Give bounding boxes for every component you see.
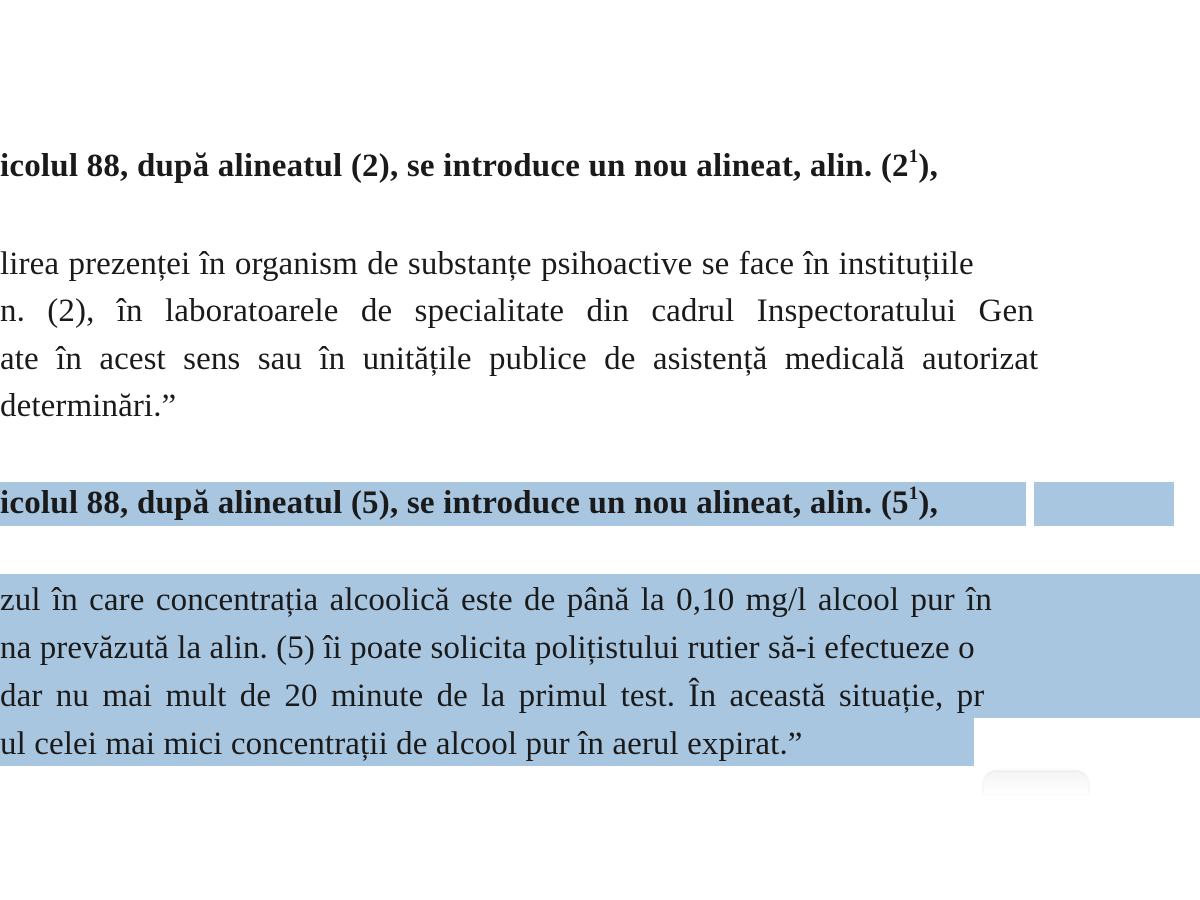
- paragraph-2-line-2: na prevăzută la alin. (5) îi poate solicita polițistului rutier să-i efectueze o: [0, 630, 975, 666]
- paragraph-1-line-1: lirea prezenței în organism de substanțe psihoactive se face în instituțiile: [0, 246, 974, 282]
- heading-1-tail: ),: [918, 148, 939, 184]
- paragraph-2-line-3: dar nu mai mult de 20 minute de la primul test. În această situație, pr: [0, 678, 985, 714]
- article-heading-1: [0, 146, 939, 184]
- paragraph-1-line-2: n. (2), în laboratoarele de specialitate din cadrul Inspectoratului Gen: [0, 293, 1034, 329]
- heading-2-text: icolul 88, după alineatul (5), se introduce un nou alineat, alin. (5: [0, 485, 909, 521]
- heading-2-highlight-tail: [1034, 482, 1174, 526]
- heading-1-text: icolul 88, după alineatul (2), se introduce un nou alineat, alin. (2: [0, 148, 909, 184]
- heading-1-superscript: 1: [908, 146, 919, 167]
- paragraph-2-line-1: zul în care concentrația alcoolică este de până la 0,10 mg/l alcool pur în: [0, 582, 992, 618]
- paragraph-1-line-3: ate în acest sens sau în unitățile publice de asistență medicală autorizat: [0, 341, 1039, 377]
- paragraph-1-line-4: determinări.”: [0, 388, 177, 424]
- paragraph-2-line-4: ul celei mai mici concentrații de alcool pur în aerul expirat.”: [0, 726, 803, 762]
- article-heading-2: [0, 483, 939, 521]
- heading-2-tail: ),: [918, 485, 939, 521]
- floating-toolbar-edge: [984, 772, 1088, 794]
- heading-2-superscript: 1: [908, 483, 919, 504]
